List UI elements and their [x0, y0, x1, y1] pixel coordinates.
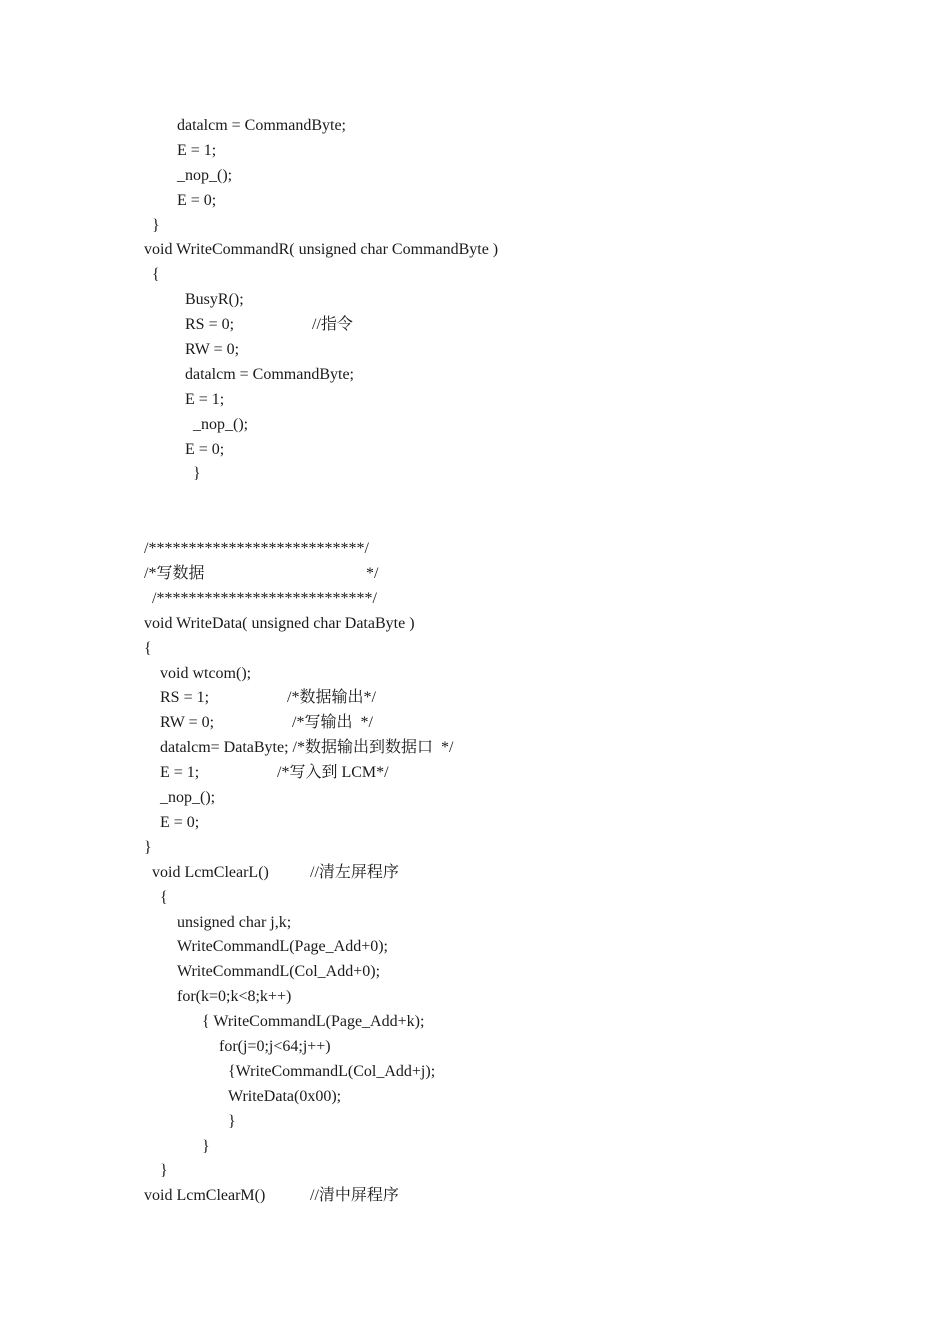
code-line — [144, 587, 904, 612]
code-line — [144, 886, 904, 911]
code-line — [144, 238, 904, 263]
code-line — [144, 537, 904, 562]
code-line — [144, 1159, 904, 1184]
code-line — [144, 960, 904, 985]
code-comment: /*数据输出*/ — [287, 689, 376, 707]
code-line — [144, 1010, 904, 1035]
code-text: datalcm = CommandByte; — [185, 365, 354, 383]
code-text: _nop_(); — [193, 415, 249, 433]
code-text: {WriteCommandL(Col_Add+j); — [228, 1062, 436, 1080]
code-line — [144, 562, 904, 587]
code-text: _nop_(); — [177, 166, 233, 184]
code-line — [144, 487, 904, 512]
code-text: /*写数据 — [144, 565, 205, 583]
code-line — [144, 1035, 904, 1060]
code-text: WriteCommandL(Col_Add+0); — [177, 963, 381, 981]
code-text: E = 1; — [177, 141, 217, 159]
code-text: WriteCommandL(Page_Add+0); — [177, 938, 388, 956]
code-line — [144, 363, 904, 388]
code-line — [144, 711, 904, 736]
code-line — [144, 512, 904, 537]
code-line — [144, 214, 904, 239]
code-comment: //清中屏程序 — [310, 1187, 399, 1205]
code-line — [144, 438, 904, 463]
code-text: datalcm = CommandByte; — [177, 117, 346, 134]
code-listing — [144, 114, 904, 1209]
code-text: WriteData(0x00); — [228, 1087, 342, 1105]
code-text: for(k=0;k<8;k++) — [177, 988, 292, 1006]
code-text: RS = 0; — [185, 316, 235, 334]
code-text: void wtcom(); — [160, 664, 252, 682]
code-line — [144, 413, 904, 438]
code-text: } — [202, 1137, 210, 1155]
code-line — [144, 189, 904, 214]
code-text: RW = 0; — [160, 714, 215, 732]
code-text: RW = 0; — [185, 341, 240, 359]
code-text: _nop_(); — [160, 789, 216, 807]
code-line — [144, 786, 904, 811]
code-text: void WriteCommandR( unsigned char CommandByte ) — [144, 241, 499, 259]
code-line — [144, 935, 904, 960]
code-line — [144, 1135, 904, 1160]
code-text: } — [193, 465, 201, 483]
code-line — [144, 612, 904, 637]
code-line — [144, 911, 904, 936]
code-text: E = 1; — [185, 390, 225, 408]
code-line — [144, 662, 904, 687]
code-text: { — [144, 639, 152, 657]
code-line — [144, 338, 904, 363]
code-comment: /*写输出 */ — [292, 714, 373, 732]
code-text: { WriteCommandL(Page_Add+k); — [202, 1013, 425, 1031]
code-line — [144, 313, 904, 338]
code-line — [144, 1085, 904, 1110]
code-text: } — [152, 216, 160, 234]
code-line — [144, 736, 904, 761]
code-comment: //指令 — [312, 316, 353, 334]
code-text: E = 0; — [177, 191, 217, 209]
code-line — [144, 761, 904, 786]
code-text: void WriteData( unsigned char DataByte ) — [144, 614, 415, 632]
code-line — [144, 637, 904, 662]
code-line — [144, 1184, 904, 1209]
code-line — [144, 861, 904, 886]
code-text: for(j=0;j<64;j++) — [219, 1037, 331, 1055]
code-comment: /*写入到 LCM*/ — [277, 764, 389, 782]
code-line — [144, 388, 904, 413]
code-line — [144, 288, 904, 313]
code-text: E = 0; — [160, 813, 200, 831]
code-comment: */ — [366, 565, 379, 583]
code-line — [144, 114, 904, 139]
code-text: { — [152, 266, 160, 284]
code-text: E = 1; — [160, 764, 200, 782]
code-comment: //清左屏程序 — [310, 863, 399, 881]
code-line — [144, 462, 904, 487]
code-line — [144, 263, 904, 288]
code-text: } — [228, 1112, 236, 1130]
code-line — [144, 811, 904, 836]
code-line — [144, 836, 904, 861]
code-text: void LcmClearM() — [144, 1187, 266, 1205]
code-text: RS = 1; — [160, 689, 210, 707]
code-text: E = 0; — [185, 440, 225, 458]
code-line — [144, 985, 904, 1010]
code-text: { — [160, 888, 168, 906]
code-text: } — [160, 1162, 168, 1180]
code-line — [144, 1060, 904, 1085]
code-text: datalcm= DataByte; /*数据输出到数据口 */ — [160, 739, 454, 757]
code-line — [144, 1110, 904, 1135]
code-text: BusyR(); — [185, 291, 244, 309]
code-text: } — [144, 838, 152, 856]
code-text: /***************************/ — [152, 589, 377, 607]
code-text: /***************************/ — [144, 540, 369, 558]
code-line — [144, 164, 904, 189]
code-line — [144, 139, 904, 164]
code-text: unsigned char j,k; — [177, 913, 292, 931]
code-line — [144, 686, 904, 711]
code-text: void LcmClearL() — [152, 863, 269, 881]
